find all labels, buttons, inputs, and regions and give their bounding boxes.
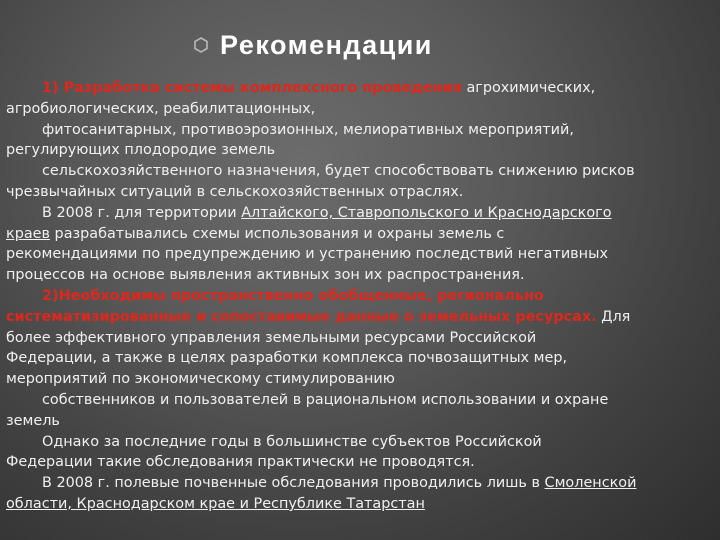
- highlight-text: 1) Разработка системы комплексного проведения: [42, 80, 462, 96]
- text-line: регулирующих плодородие земель: [6, 142, 276, 159]
- text-line: В 2008 г. полевые почвенные обследования проводились лишь в Смоленской: [42, 475, 637, 492]
- text-line: В 2008 г. для территории Алтайского, Ставропольского и Краснодарского: [42, 204, 612, 221]
- text-line: собственников и пользователей в рациональном использовании и охране: [42, 391, 609, 408]
- text-line: Однако за последние годы в большинстве субъектов Российской: [42, 433, 542, 450]
- text-line: рекомендациями по предупреждению и устранению последствий негативных: [6, 246, 608, 263]
- regions-link: Смоленской: [544, 475, 637, 492]
- text-line: земель: [6, 412, 60, 429]
- text-line: агробиологических, реабилитационных,: [6, 100, 316, 117]
- page-title: Рекомендации: [220, 30, 433, 60]
- text-line: мероприятий по экономическому стимулированию: [6, 371, 395, 388]
- text-line: 1) Разработка системы комплексного проведения агрохимических,: [42, 80, 596, 96]
- text-line: фитосанитарных, противоэрозионных, мелиоративных мероприятий,: [42, 121, 574, 138]
- bullet-hexagon-icon: [194, 37, 208, 53]
- text-line: процессов на основе выявления активных зон их распространения.: [6, 267, 525, 284]
- highlight-text: систематизированные и сопоставимые данные о земельных ресурсах.: [6, 308, 597, 325]
- regions-link: области, Краснодарском крае и Республике Татарстан: [6, 495, 425, 512]
- regions-link: краев: [6, 225, 50, 242]
- regions-link: Алтайского, Ставропольского и Краснодарского: [241, 204, 612, 221]
- text-line: сельскохозяйственного назначения, будет способствовать снижению рисков: [42, 163, 635, 180]
- recommendations-text: [6, 78, 714, 515]
- text-line: чрезвычайных ситуаций в сельскохозяйственных отраслях.: [6, 183, 464, 200]
- highlight-text: 2)Необходимы пространственно обобщенные, регионально: [42, 287, 544, 304]
- text-line: более эффективного управления земельными ресурсами Российской: [6, 329, 537, 346]
- text-line: систематизированные и сопоставимые данные о земельных ресурсах. Для: [6, 308, 631, 325]
- text-line: краев разрабатывались схемы использования и охраны земель с: [6, 225, 505, 242]
- text-line: Федерации, а также в целях разработки комплекса почвозащитных мер,: [6, 350, 568, 367]
- text-line: Федерации такие обследования практически не проводятся.: [6, 454, 475, 471]
